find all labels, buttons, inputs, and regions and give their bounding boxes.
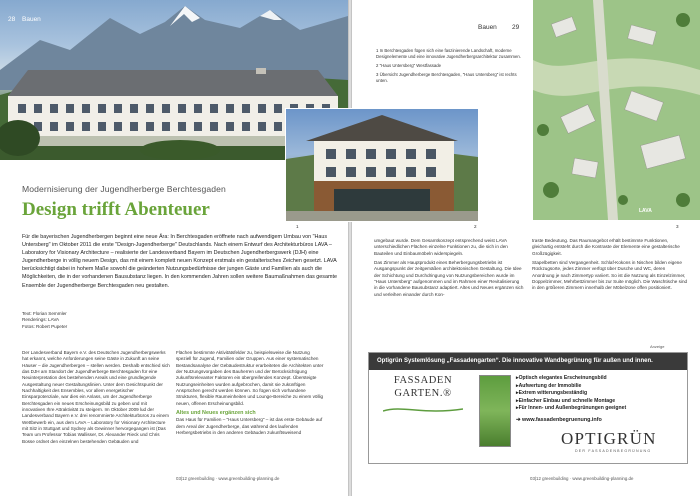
optigruen-brand: OPTIGRÜN bbox=[561, 429, 657, 448]
credit-text: Text: Florian Semmler bbox=[22, 311, 67, 316]
section-heading: Altes und Neues ergänzen sich bbox=[176, 410, 256, 417]
ad-feature: ▸ Optisch elegantes Erscheinungsbild bbox=[516, 375, 686, 383]
advertisement-optigruen bbox=[368, 352, 688, 464]
ad-label: Anzeige bbox=[650, 344, 665, 349]
body-paragraph: Der Landesverband Bayern e.V. des Deutschen Jugendherbergswerks hat erkannt, welche Anforderungen seine Gäste in Zukunft an seine Häuser – die Jugendherbergen – stellen werden. Deshalb entschied sich das DJH am Standort der Jugendherberge Berchtesgaden für eine Neuinterpretation des bestehenden Areals und eine grundlegende Ausgestaltung neuer Gestaltungslinien. Unter dem Gesichtspunkt der Nachhaltigkeit des Ensembles, vor allem energetischer Einsparpotenziale, war dies ein Anlass, um der Jugendherberge Berchtesgaden ein neues Erscheinungsbild zu geben und mit innovativen Ihre Attraktivität zu steigern. Im Oktober 2009 lud der Landesverband Bayern e.V. drei renommierte Architekturbüros zu einem Wettbewerb ein, aus dem LAVA – Laboratory for Visionary Architecture mit Sitz in Stuttgart und Sydney als Gewinner hervorgegangen ist (Das Team um Professor Tobias Wallisser, Dr. Alexander Rieck und Chris Bosse ordnet den einzelnen bestehenden Gebäuden und bbox=[22, 350, 170, 444]
photo-number-3: 3 bbox=[676, 224, 679, 229]
body-column-2 bbox=[176, 350, 326, 439]
caption-2: 2 "Haus Untersberg" Westfassade bbox=[376, 63, 442, 68]
page-number: 29 bbox=[512, 24, 520, 31]
ad-headline: Optigrün Systemlösung „Fassadengarten“. Die innovative Wandbegrünung für außen und innen. bbox=[377, 358, 653, 364]
page-footer: 03|12 greenbuilding · www.greenbuilding-planning.de bbox=[176, 476, 280, 481]
article-subtitle: Modernisierung der Jugendherberge Berchtesgaden bbox=[22, 184, 226, 194]
credits bbox=[22, 311, 67, 330]
ad-url-text: www.fassadenbegruenung.info bbox=[522, 417, 602, 423]
logo-line-1: FASSADEN bbox=[393, 375, 453, 386]
body-paragraph: Flächen bestimmte Aktivitätsfelder zu, beispielsweise die Nutzung speziell für Jugend, Familien oder Gruppen. Aus einer systematischen Bestandsanalyse der Gebäudestruktur erarbeiteten die Architekten unter der Nutzungsvorgaben des Bauherren und der Berücksichtigung zukunftsrelevanter Faktoren ein übergreifendes Konzept. Übersteigte Nutzungseinheiten wurden aufgebrochen, damit sie zukünftigen Ansprüchen gerecht werden können. So fügen sich vorhandene Strukturen, flexible Raumeinheiten und Lounge-Bereiche zu einem völlig neuen, offenen Erscheinungsbild. bbox=[176, 350, 324, 406]
logo-line-2: GARTEN.® bbox=[394, 388, 452, 399]
aerial-label: LAVA bbox=[639, 208, 652, 214]
body-paragraph: umgebaut wurde. Dem Gesamtkonzept entsprechend weist LAVA unterschiedlichen Flächen einzelne Funktionen zu, die sich in den Bauteilen und Einbaumöbeln widerspiegeln. bbox=[374, 238, 508, 256]
ad-feature: ▸ Einfacher Einbau und schnelle Montage bbox=[516, 398, 686, 406]
ad-feature: ▸ Für Innen- und Außenbegrünungen geeignet bbox=[516, 405, 686, 413]
right-column-2 bbox=[532, 238, 688, 295]
page-footer: 03|12 greenbuilding · www.greenbuilding-planning.de bbox=[530, 476, 634, 481]
credit-renderings: Renderings: LAVA bbox=[22, 317, 60, 323]
page-number: 28 bbox=[8, 16, 16, 23]
body-paragraph: Das Zimmer als Hauptprodukt eines Beherbergungsbetriebs ist Ausgangspunkt der zeitgemäßen architektonischen Gestaltung. Die Idee der Schichtung und Durchdringung von Nutzungsbereichen wurde im "Haus Untersberg" aufgenommen und im Rahmen einer Revitalisierung in die vorhandene Bausubstanz adaptiert. Altes und Neues ergänzen sich und verleihen einander durch Kon- bbox=[374, 260, 524, 297]
ad-headline-bar bbox=[369, 353, 687, 370]
photo-number-2: 2 bbox=[474, 224, 477, 229]
article-title: Design trifft Abenteuer bbox=[22, 199, 210, 220]
lead-paragraph: Für die bayerischen Jugendherbergen beginnt eine neue Ära: In Berchtesgaden eröffnete nach aufwendigem Umbau von "Haus Untersberg" im Oktober 2011 die erste "Design-Jugendherberge" Deutschlands. Nach einem Entwurf des Architekturbüros LAVA – Laboratory for Visionary Architecture – realisierte der Landesverband Bayern im Deutschen Jugendherbergswerk (DJH) eine Jugendherberge in völlig neuem Design, das mit einem komplett neuen Konzept erstmals ein gestalterisches Zeichen gesetzt. LAVA berücksichtigt dabei in hohem Maße sowohl die geänderten Nutzungsbedürfnisse der jungen Gäste und Familien als auch die Möglichkeiten, die in der vorhandenen Bausubstanz liegen. In den kommenden Jahren sollen weitere Baumaßnahmen das gesamte Ensemble der Jugendherberge Berchtesgaden neu gestalten. bbox=[22, 234, 337, 289]
caption-1: 1 In Berchtesgaden fügen sich eine faszinierende Landschaft, moderne Designelemente und eine innovative Jugendherbergsarchitektur zusammen. bbox=[376, 48, 521, 59]
ad-url[interactable] bbox=[516, 417, 602, 423]
left-page bbox=[0, 0, 348, 496]
ad-feature: ▸ Aufwertung der Immobilie bbox=[516, 383, 686, 391]
right-column-1 bbox=[374, 238, 524, 301]
aerial-rendering bbox=[533, 0, 700, 220]
optigruen-brand-subline: DER FASSADENBEGRÜNUNG bbox=[575, 449, 652, 453]
body-paragraph: Das Haus für Familien – "Haus Untersberg" – ist das erste Gebäude auf dem Areal der Jugendherberge, das während des laufenden Herbergsbetriebs in den anderen Gebäuden zukunftsweisend bbox=[176, 417, 323, 436]
section-label: Bauen bbox=[478, 24, 497, 31]
credit-photos: Fotos: Robert Pupeter bbox=[22, 323, 68, 329]
section-label: Bauen bbox=[22, 16, 41, 23]
photo-number-1: 1 bbox=[296, 224, 299, 229]
arrow-right-icon: ➔ bbox=[516, 417, 523, 423]
green-wall-image bbox=[479, 375, 511, 447]
caption-3: 3 Übersicht Jugendherberge Berchtesgaden, "Haus Untersberg" ist rechts unten. bbox=[376, 72, 517, 83]
photo-haus-untersberg bbox=[285, 108, 479, 222]
ad-feature: ▸ Extrem witterungsbeständig bbox=[516, 390, 686, 398]
caption-list bbox=[376, 48, 526, 87]
fassadengarten-logo bbox=[379, 375, 467, 415]
body-column-1 bbox=[22, 350, 170, 448]
ad-feature-list bbox=[516, 375, 686, 413]
body-paragraph: traste Bedeutung. Das Raumangebot erhält bestimmte Funktionen, gleichartig entsteht durch die Kontraste der Elemente eine gestalterische Großzügigkeit. bbox=[532, 238, 680, 256]
body-paragraph: Stapelbetten sind Vergangenheit. Schlaf-Kokons in Nischen bilden eigene Rückzugsorte, jedes Zimmer verfügt über Dusche und WC, deren Anordnung je nach Zimmertyp variiert. So ist die Nutzung als Einzelzimmer, Doppelzimmer, Mehrbettzimmer bis zur Suite möglich. Die Waschtische sind in den größeren Zimmern innerhalb der Möbelzone offen positioniert. bbox=[532, 260, 688, 291]
